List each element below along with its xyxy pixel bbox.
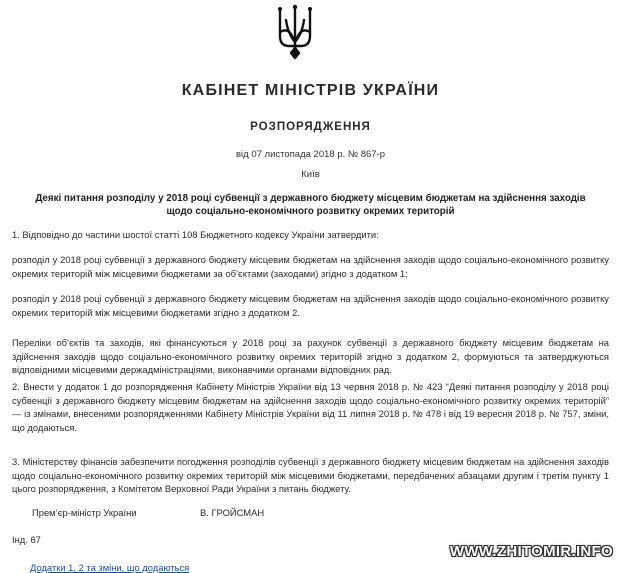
paragraph-5: 2. Внести у додаток 1 до розпорядження Кабінету Міністрів України від 13 червня 2018 р. № 423 “Деякі питання розподілу у 2018 році субвенції з державного бюджету місцевим бюджетам на здійснення заходів щодо соціально-економічного розвитку окремих територій” — із змінами, внесеними розпорядженнями Кабінету Міністрів України від 11 липня 2018 р. № 478 і від 19 вересня 2018 р. № 757, зміни, що додаються.	[12, 381, 609, 433]
paragraph-2: розподіл у 2018 році субвенції з державного бюджету місцевим бюджетам на здійснення заходів щодо соціально-економічного розвитку окремих територій між місцевими бюджетами за об’єктами (заходами) згідно з додатком 1;	[12, 254, 609, 279]
paragraph-4: Переліки об’єктів та заходів, які фінансуються у 2018 році за рахунок субвенції з державного бюджету місцевим бюджетам на здійснення заходів щодо соціально-економічного розвитку окремих територій згідно з додатком 2, формуються та затверджуються відповідними місцевими держадміністраціями, виконавчими органами відповідних рад.	[12, 337, 609, 375]
paragraph-6: 3. Міністерству фінансів забезпечити погодження розподілів субвенції з державного бюджету місцевим бюджетам на здійснення заходів щодо соціально-економічного розвитку окремих територій між місцевими бюджетами, передбачених абзацами другим і третім пункту 1 цього розпорядження, з Комітетом Верховної Ради України з питань бюджету.	[12, 456, 609, 494]
document-date-number: від 07 листопада 2018 р. № 867-р	[235, 149, 386, 160]
site-watermark: WWW.ZHITOMIR.INFO	[449, 543, 613, 560]
attachments-link[interactable]: Додатки 1, 2 та зміни, що додаються	[30, 562, 190, 573]
trident-icon	[275, 4, 315, 60]
page-title: КАБІНЕТ МІНІСТРІВ УКРАЇНИ	[181, 82, 440, 99]
signature-position: Прем’єр-міністр України	[32, 507, 137, 518]
document-heading: Деякі питання розподілу у 2018 році субвенції з державного бюджету місцевим бюджетам на здійснення заходів щодо соціально-економічного розвитку окремих територій	[35, 193, 586, 217]
paragraph-1: 1. Відповідно до частини шостої статті 108 Бюджетного кодексу України затвердити:	[12, 229, 379, 240]
document-type: РОЗПОРЯДЖЕННЯ	[250, 121, 371, 133]
document-city: Київ	[301, 169, 320, 180]
paragraph-3: розподіл у 2018 році субвенції з державного бюджету місцевим бюджетам на здійснення заходів щодо соціально-економічного розвитку окремих територій між місцевими бюджетами згідно з додатком 2.	[12, 293, 609, 318]
signature-name: В. ГРОЙСМАН	[200, 507, 265, 518]
document-index: Інд. 67	[12, 534, 41, 545]
